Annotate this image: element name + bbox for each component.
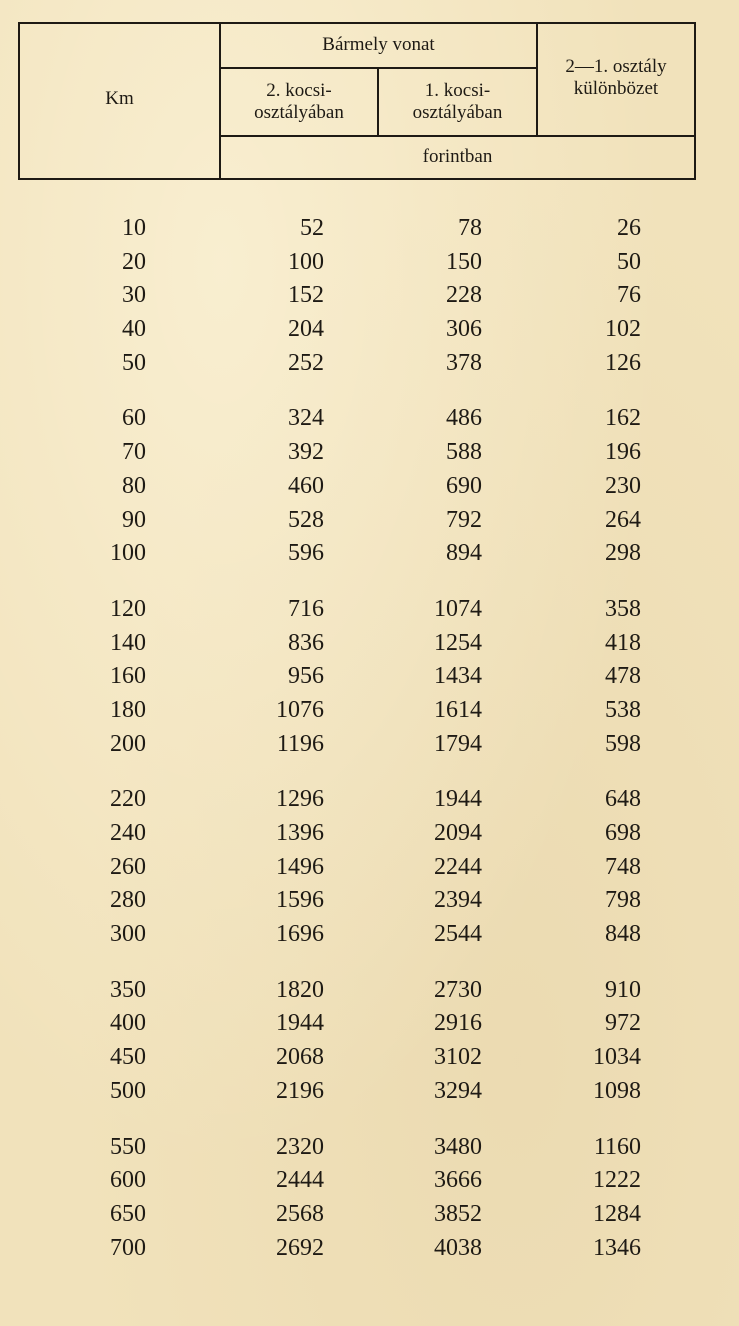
difference-cell: 76: [617, 282, 641, 309]
difference-cell: 1284: [593, 1200, 641, 1227]
header-top-rule: [18, 22, 696, 24]
class2-fare-cell: 324: [288, 405, 324, 432]
difference-cell: 748: [605, 853, 641, 880]
class1-fare-cell: 690: [446, 472, 482, 499]
class2-fare-cell: 152: [288, 282, 324, 309]
class2-fare-cell: 52: [300, 215, 324, 241]
table-row: [0, 593, 739, 627]
class2-fare-cell: 100: [288, 248, 324, 275]
class2-fare-cell: 1696: [276, 921, 324, 948]
class2-fare-cell: 392: [288, 439, 324, 466]
class1-fare-cell: 3480: [434, 1133, 482, 1160]
table-row: [0, 1232, 739, 1266]
km-cell: 80: [122, 472, 146, 499]
table-row: [0, 627, 739, 661]
table-row: [0, 1041, 739, 1075]
table-row: [0, 1075, 739, 1109]
fare-table-body: [0, 212, 739, 1265]
difference-cell: 358: [605, 595, 641, 622]
difference-cell: 698: [605, 820, 641, 846]
km-cell: 600: [110, 1167, 146, 1194]
header-unit-rule: [219, 135, 696, 137]
difference-cell: 848: [605, 921, 641, 948]
header-group-rule: [219, 67, 538, 69]
difference-cell: 910: [605, 976, 641, 1003]
km-cell: 100: [110, 540, 146, 567]
class1-fare-cell: 2244: [434, 853, 482, 880]
difference-cell: 478: [605, 663, 641, 690]
class2-fare-cell: 716: [288, 595, 324, 622]
class1-fare-cell: 1254: [434, 629, 482, 656]
class1-fare-cell: 3102: [434, 1044, 482, 1071]
km-cell: 280: [110, 887, 146, 914]
table-row: [0, 974, 739, 1008]
class2-fare-cell: 460: [288, 472, 324, 499]
km-cell: 300: [110, 921, 146, 948]
km-cell: 60: [122, 405, 146, 432]
difference-cell: 798: [605, 887, 641, 914]
class2-fare-cell: 1944: [276, 1010, 324, 1037]
header-group-label: Bármely vonat: [322, 34, 435, 55]
class2-fare-cell: 2196: [276, 1077, 324, 1104]
difference-cell: 1222: [593, 1167, 641, 1194]
header-unit-label: forintban: [422, 146, 493, 167]
table-row: [0, 694, 739, 728]
class1-fare-cell: 3852: [434, 1200, 482, 1227]
km-cell: 70: [122, 439, 146, 466]
table-row: [0, 783, 739, 817]
table-row: [0, 279, 739, 313]
class1-fare-cell: 1074: [434, 595, 482, 622]
class2-fare-cell: 2320: [276, 1133, 324, 1160]
class1-fare-cell: 2094: [434, 820, 482, 846]
difference-cell: 230: [605, 472, 641, 499]
difference-cell: 26: [617, 215, 641, 241]
km-cell: 40: [122, 316, 146, 343]
class1-fare-cell: 894: [446, 540, 482, 567]
km-cell: 180: [110, 696, 146, 723]
difference-cell: 972: [605, 1010, 641, 1037]
difference-cell: 418: [605, 629, 641, 656]
km-cell: 650: [110, 1200, 146, 1227]
km-cell: 20: [122, 248, 146, 275]
km-cell: 700: [110, 1234, 146, 1261]
difference-cell: 298: [605, 540, 641, 567]
table-row: [0, 851, 739, 885]
km-cell: 160: [110, 663, 146, 690]
table-row: [0, 246, 739, 280]
class1-fare-cell: 2730: [434, 976, 482, 1003]
class1-fare-cell: 78: [458, 215, 482, 241]
km-cell: 30: [122, 282, 146, 309]
class1-fare-cell: 4038: [434, 1234, 482, 1261]
header-km-label: Km: [105, 88, 134, 109]
km-cell: 500: [110, 1077, 146, 1104]
class1-fare-cell: 3666: [434, 1167, 482, 1194]
class1-fare-cell: 2916: [434, 1010, 482, 1037]
class1-fare-cell: 150: [446, 248, 482, 275]
difference-cell: 648: [605, 786, 641, 813]
difference-cell: 1034: [593, 1044, 641, 1071]
class2-fare-cell: 1496: [276, 853, 324, 880]
km-cell: 50: [122, 349, 146, 376]
table-row: [0, 918, 739, 952]
class2-fare-cell: 252: [288, 349, 324, 376]
header-class1-line2: osztályában: [412, 102, 503, 123]
km-cell: 350: [110, 976, 146, 1003]
header-bottom-rule: [18, 178, 696, 180]
table-row: [0, 1198, 739, 1232]
header-right-rule: [694, 22, 696, 180]
km-cell: 120: [110, 595, 146, 622]
table-row: [0, 660, 739, 694]
class2-fare-cell: 596: [288, 540, 324, 567]
class1-fare-cell: 306: [446, 316, 482, 343]
difference-cell: 196: [605, 439, 641, 466]
header-diff-line2: különbözet: [573, 78, 659, 99]
difference-cell: 1346: [593, 1234, 641, 1261]
table-row: [0, 884, 739, 918]
class1-fare-cell: 1794: [434, 730, 482, 757]
class2-fare-cell: 1196: [276, 730, 324, 757]
km-cell: 260: [110, 853, 146, 880]
class1-fare-cell: 378: [446, 349, 482, 376]
header-class2-line2: osztályában: [254, 102, 344, 123]
class2-fare-cell: 1296: [276, 786, 324, 813]
table-row: [0, 313, 739, 347]
table-row: [0, 1007, 739, 1041]
class1-fare-cell: 486: [446, 405, 482, 432]
header-diff-label: [538, 56, 694, 100]
class1-fare-cell: 2394: [434, 887, 482, 914]
table-row: [0, 537, 739, 571]
class1-fare-cell: 1944: [434, 786, 482, 813]
difference-cell: 1160: [593, 1133, 641, 1160]
class1-fare-cell: 1614: [434, 696, 482, 723]
class1-fare-cell: 228: [446, 282, 482, 309]
difference-cell: 50: [617, 248, 641, 275]
km-cell: 200: [110, 730, 146, 757]
class2-fare-cell: 204: [288, 316, 324, 343]
class2-fare-cell: 1596: [276, 887, 324, 914]
difference-cell: 126: [605, 349, 641, 376]
class2-fare-cell: 836: [288, 629, 324, 656]
class2-fare-cell: 956: [288, 663, 324, 690]
difference-cell: 598: [605, 730, 641, 757]
class1-fare-cell: 3294: [434, 1077, 482, 1104]
header-diff-line1: 2—1. osztály: [565, 56, 667, 77]
class2-fare-cell: 1396: [276, 820, 324, 846]
table-row: [0, 504, 739, 538]
table-row: [0, 402, 739, 436]
km-cell: 140: [110, 629, 146, 656]
class2-fare-cell: 2692: [276, 1234, 324, 1261]
class1-fare-cell: 2544: [434, 921, 482, 948]
class2-fare-cell: 2068: [276, 1044, 324, 1071]
class2-fare-cell: 1820: [276, 976, 324, 1003]
class2-fare-cell: 1076: [276, 696, 324, 723]
class2-fare-cell: 2568: [276, 1200, 324, 1227]
km-cell: 240: [110, 820, 146, 846]
km-cell: 220: [110, 786, 146, 813]
class1-fare-cell: 792: [446, 506, 482, 533]
difference-cell: 162: [605, 405, 641, 432]
km-cell: 90: [122, 506, 146, 533]
class1-fare-cell: 1434: [434, 663, 482, 690]
class2-fare-cell: 528: [288, 506, 324, 533]
header-class1-label: [379, 80, 536, 124]
table-row: [0, 728, 739, 762]
table-row: [0, 817, 739, 851]
header-class2-label: [221, 80, 377, 124]
difference-cell: 264: [605, 506, 641, 533]
table-row: [0, 1164, 739, 1198]
table-row: [0, 1131, 739, 1165]
header-class1-line1: 1. kocsi-: [424, 80, 491, 101]
difference-cell: 538: [605, 696, 641, 723]
km-cell: 10: [122, 215, 146, 241]
km-cell: 450: [110, 1044, 146, 1071]
table-row: [0, 212, 739, 246]
km-cell: 400: [110, 1010, 146, 1037]
class1-fare-cell: 588: [446, 439, 482, 466]
difference-cell: 102: [605, 316, 641, 343]
difference-cell: 1098: [593, 1077, 641, 1104]
km-cell: 550: [110, 1133, 146, 1160]
class2-fare-cell: 2444: [276, 1167, 324, 1194]
table-row: [0, 436, 739, 470]
table-row: [0, 347, 739, 381]
table-row: [0, 470, 739, 504]
header-class2-line1: 2. kocsi-: [266, 80, 332, 101]
